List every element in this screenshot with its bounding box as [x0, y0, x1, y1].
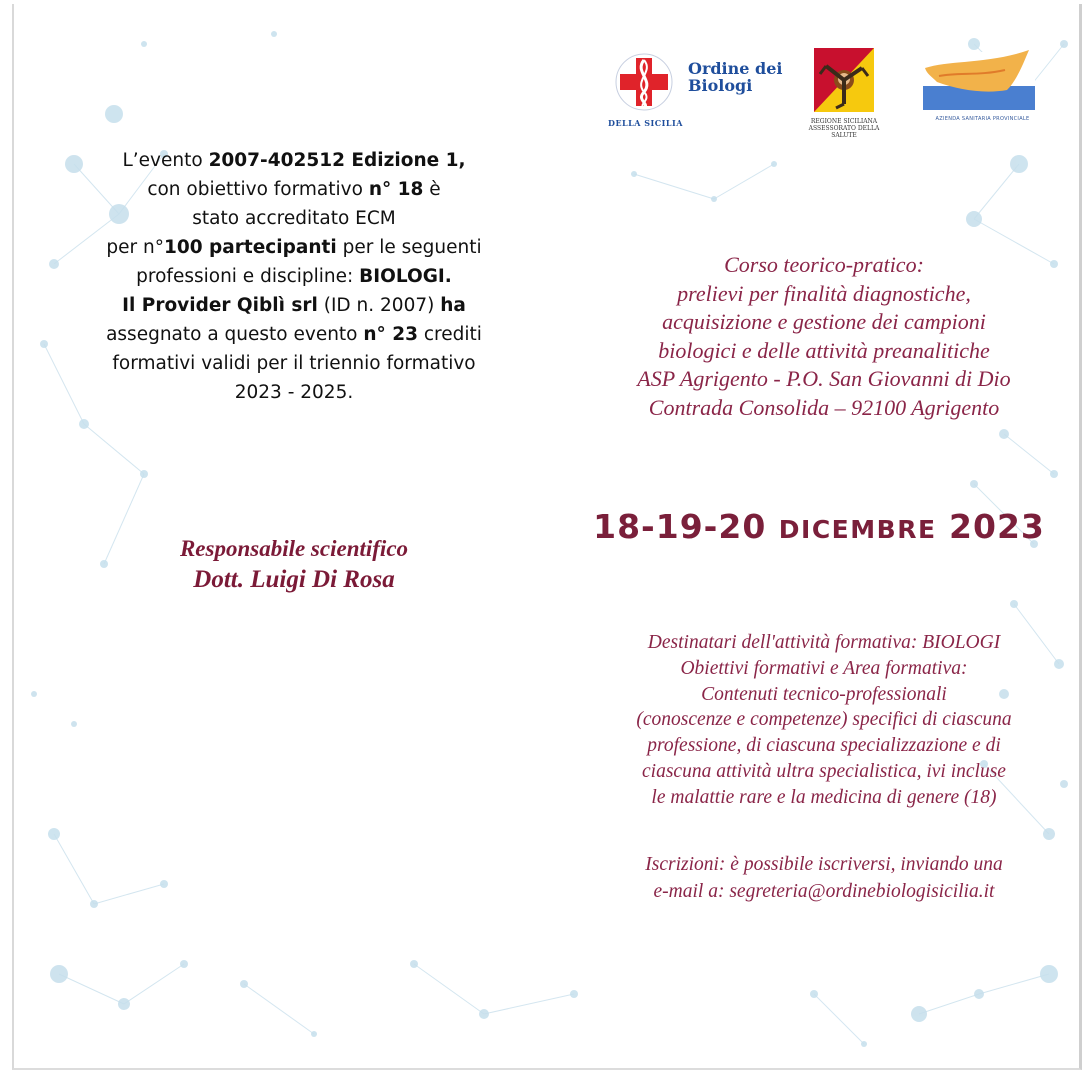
destinatari-info [574, 630, 1074, 811]
destinatari-line: Obiettivi formativi e Area formativa: [680, 657, 968, 679]
course-description [579, 251, 1069, 423]
responsabile-role: Responsabile scientifico [179, 536, 409, 561]
date-month: DICEMBRE [778, 515, 937, 544]
sicily-map-icon [919, 46, 1039, 112]
iscrizioni-email[interactable]: e-mail a: segreteria@ordinebiologisicilia.it [653, 881, 995, 902]
ecm-line-6-c: ha [440, 295, 466, 316]
destinatari-line: (conoscenze e competenze) specifici di ciascuna [636, 709, 1012, 731]
ecm-line-5-a: professioni e discipline: [136, 266, 360, 287]
ecm-line-1-a: L’evento [122, 150, 209, 171]
course-line: acquisizione e gestione dei campioni [662, 309, 986, 335]
course-line: ASP Agrigento - P.O. San Giovanni di Dio [637, 366, 1011, 392]
regione-caption-line1: REGIONE SICILIANA [810, 118, 878, 125]
ecm-line-4 [64, 233, 524, 262]
iscrizioni-line-1: Iscrizioni: è possibile iscriversi, inviando una [645, 854, 1003, 875]
ecm-line-3: stato accreditato ECM [192, 208, 396, 229]
ecm-line-6-b: (ID n. 2007) [317, 295, 441, 316]
course-line: Contrada Consolida – 92100 Agrigento [648, 394, 1000, 420]
destinatari-line: Contenuti tecnico-professionali [701, 683, 947, 705]
ecm-line-6 [64, 291, 524, 320]
ecm-line-1 [64, 146, 524, 175]
ecm-line-7 [64, 320, 524, 349]
iscrizioni-info [579, 851, 1069, 905]
ecm-accreditation-text [64, 146, 524, 407]
ordine-name [688, 60, 782, 94]
regione-caption [798, 118, 890, 139]
regione-caption-line2: ASSESSORATO DELLA [808, 125, 880, 132]
flyer [12, 4, 1082, 1070]
ordine-emblem-icon [604, 46, 688, 118]
ordine-biologi-logo [604, 46, 794, 136]
ordine-subtitle: DELLA SICILIA [608, 118, 683, 128]
ordine-name-line2: Biologi [688, 76, 753, 95]
responsabile-name: Dott. Luigi Di Rosa [193, 566, 395, 593]
regione-siciliana-logo [798, 46, 890, 156]
ecm-line-4-a: per n° [106, 237, 164, 258]
event-date [574, 507, 1064, 546]
ordine-name-line1: Ordine dei [688, 59, 783, 78]
ecm-line-8: formativi validi per il triennio formativo [112, 353, 476, 374]
destinatari-line: professione, di ciascuna specializzazione e di [647, 735, 1001, 757]
ecm-line-7-b: n° 23 [363, 324, 418, 345]
ecm-line-1-b: 2007-402512 Edizione 1, [208, 150, 466, 171]
ecm-line-2-a: con obiettivo formativo [147, 179, 369, 200]
destinatari-line: le malattie rare e la medicina di genere (18) [651, 786, 997, 808]
ecm-line-9: 2023 - 2025. [234, 382, 354, 403]
trinacria-emblem-icon [798, 46, 890, 116]
destinatari-line: Destinatari dell'attività formativa: BIOLOGI [647, 632, 1001, 653]
date-year: 2023 [936, 507, 1045, 546]
course-line: Corso teorico-pratico: [724, 252, 924, 277]
ecm-line-2-b: n° 18 [368, 179, 424, 200]
ecm-line-7-a: assegnato a questo evento [106, 324, 364, 345]
course-line: prelievi per finalità diagnostiche, [677, 280, 971, 306]
responsabile-scientifico [114, 534, 474, 596]
ecm-line-4-c: per le seguenti [336, 237, 482, 258]
ecm-line-2 [64, 175, 524, 204]
regione-caption-line3: SALUTE [831, 132, 857, 139]
ecm-line-5 [64, 262, 524, 291]
asp-caption: AZIENDA SANITARIA PROVINCIALE [935, 116, 1030, 122]
date-days: 18-19-20 [593, 507, 779, 546]
ecm-line-6-a: Il Provider Qiblì srl [122, 295, 318, 316]
ecm-line-2-c: è [423, 179, 441, 200]
destinatari-line: ciascuna attività ultra specialistica, ivi incluse [642, 760, 1006, 782]
ecm-line-5-b: BIOLOGI. [359, 266, 452, 287]
ecm-line-4-b: 100 partecipanti [164, 237, 337, 258]
course-line: biologici e delle attività preanalitiche [658, 337, 990, 363]
asp-logo [919, 46, 1039, 126]
ecm-line-7-c: crediti [418, 324, 482, 345]
